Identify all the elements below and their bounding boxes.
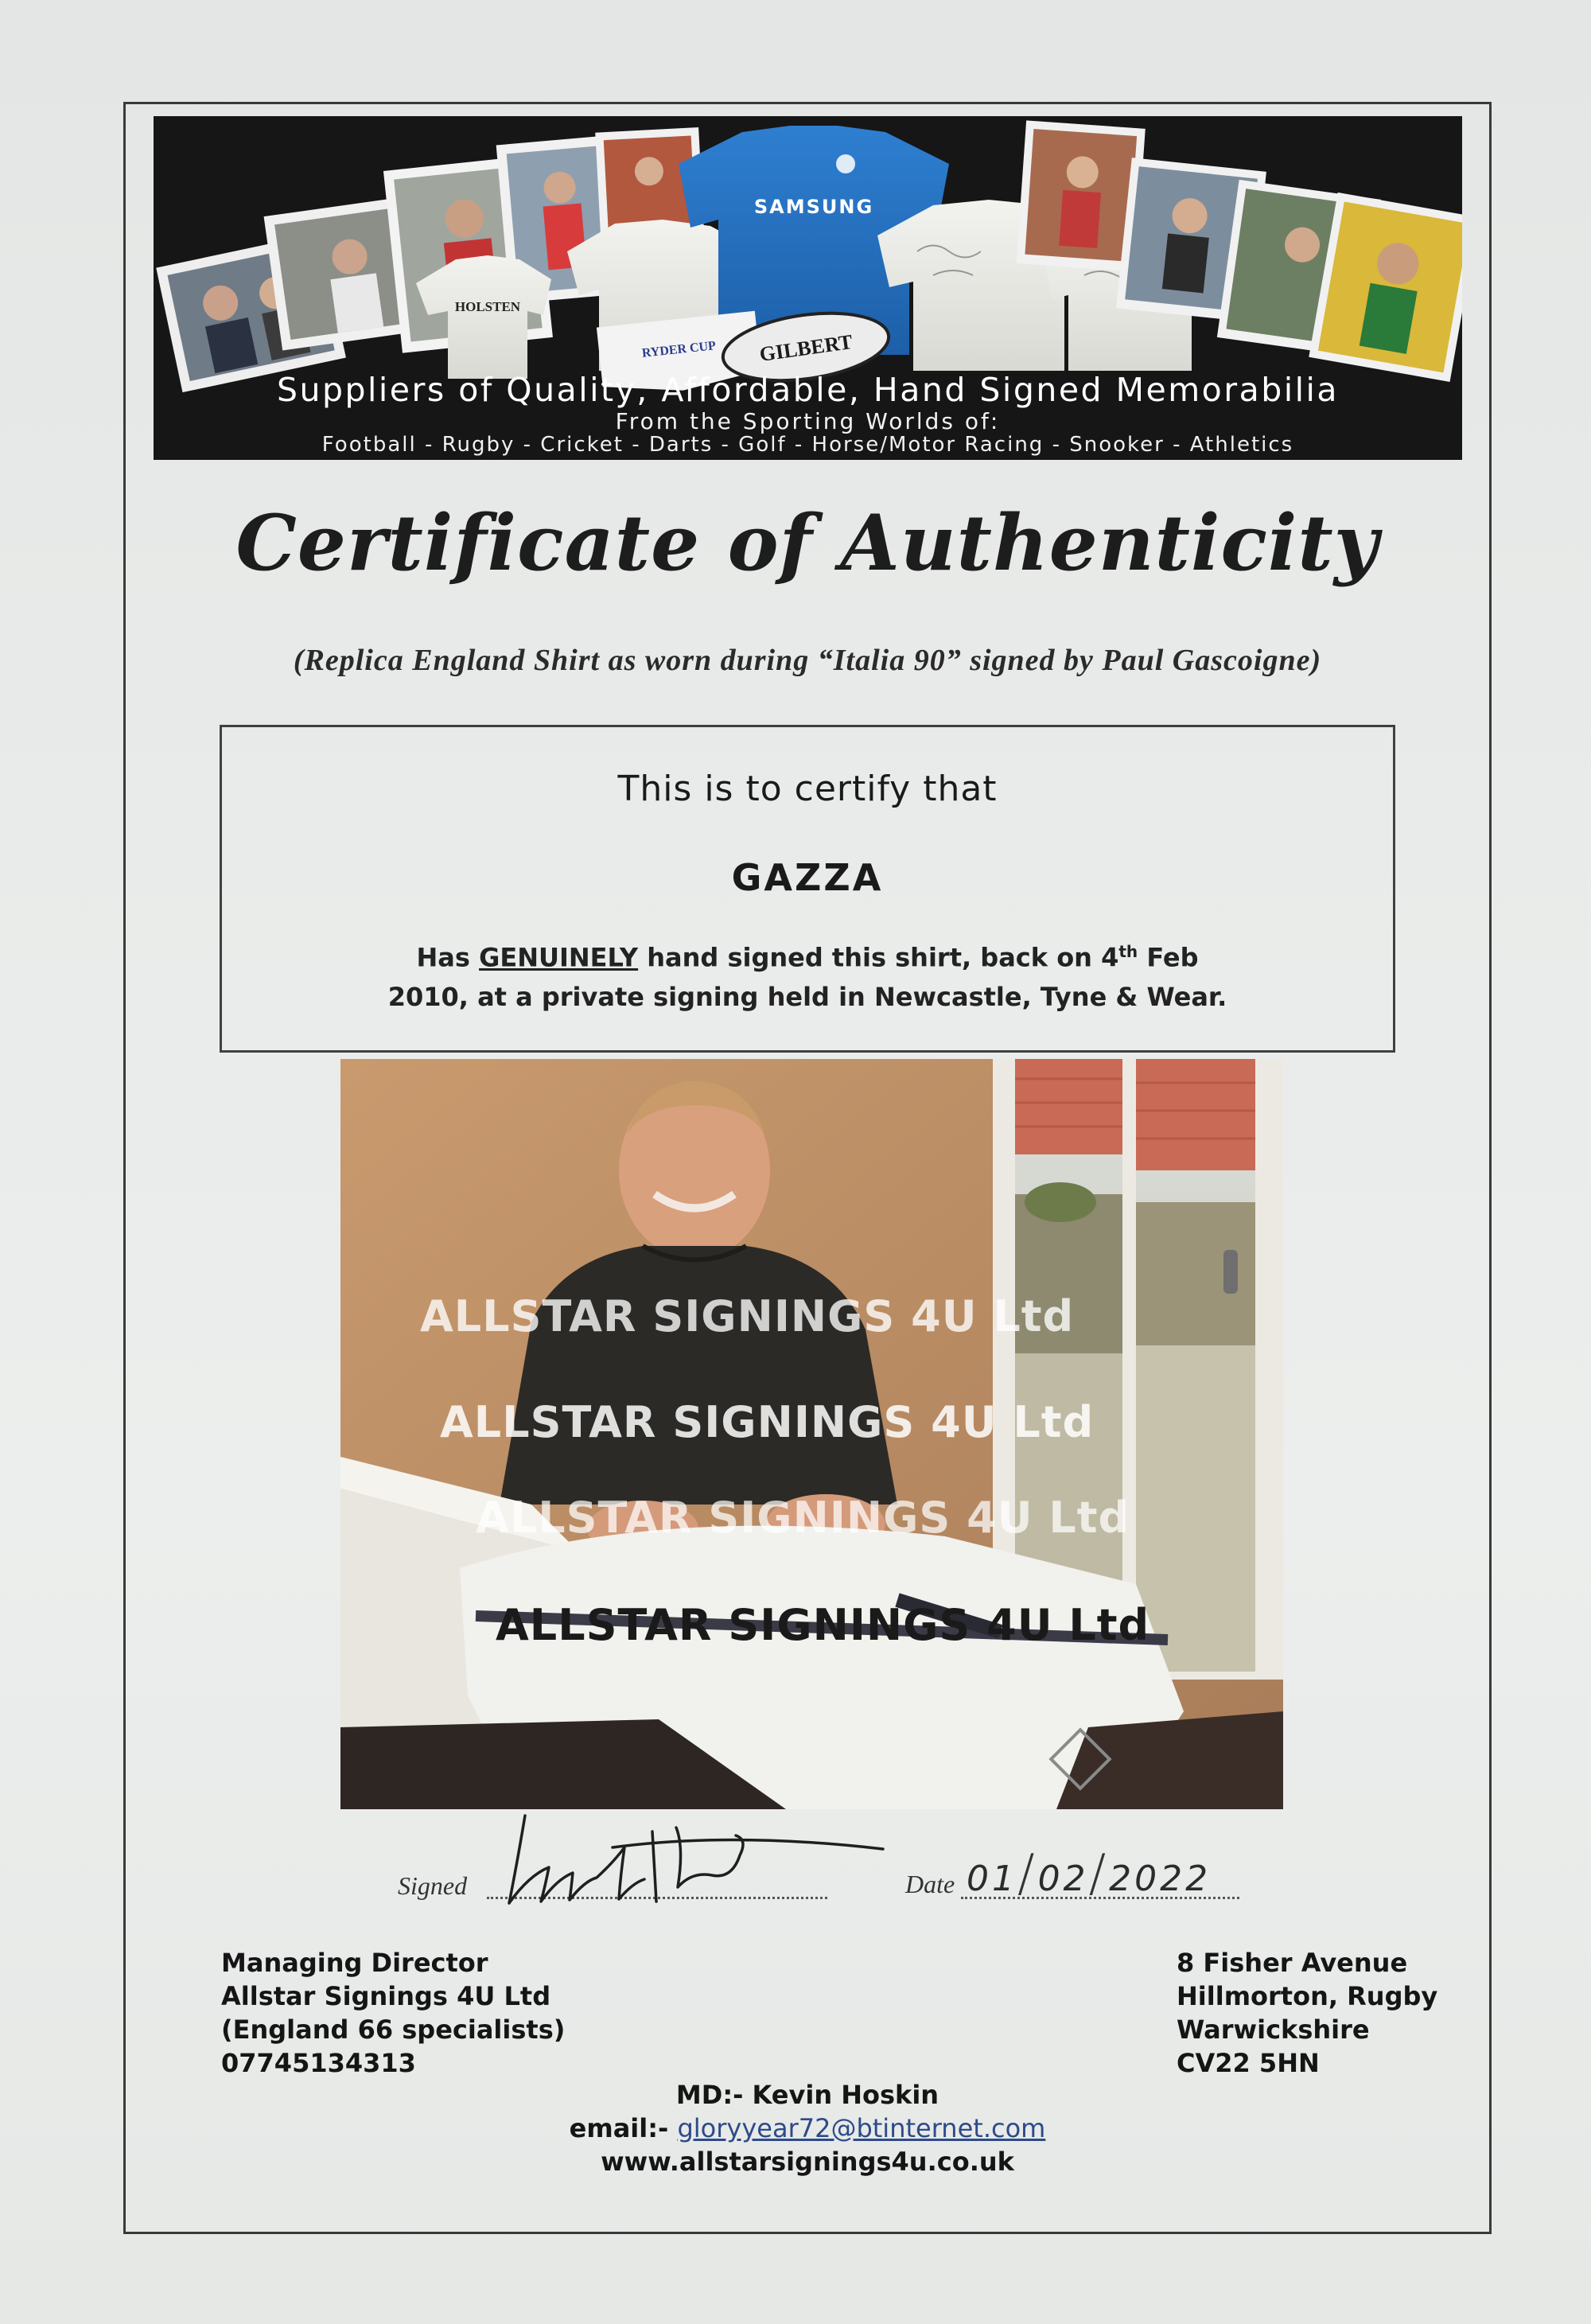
date-separator-1: / [1017,1844,1038,1903]
banner-tagline: Suppliers of Quality, Affordable, Hand Signed Memorabilia [276,371,1340,409]
company-name: Allstar Signings 4U Ltd [221,1981,551,2011]
website-link[interactable]: www.allstarsignings4u.co.uk [601,2147,1014,2177]
address-county: Warwickshire [1177,2015,1370,2045]
company-specialism: (England 66 specialists) [221,2015,566,2045]
banner-sports-list: Football - Rugby - Cricket - Darts - Golf - Horse/Motor Racing - Snooker - Athletics [321,433,1294,457]
date-day: 01 [967,1859,1017,1899]
watermark-4: ALLSTAR SIGNINGS 4U Ltd [496,1600,1150,1650]
email-line [123,2112,1492,2145]
statement-middle: hand signed this shirt, back on 4 [638,942,1119,973]
certify-line: This is to certify that [617,769,998,809]
certificate-subtitle: (Replica England Shirt as worn during “Italia 90” signed by Paul Gascoigne) [293,644,1322,677]
date-value [967,1844,1211,1903]
svg-text:SAMSUNG: SAMSUNG [753,196,874,218]
statement-line-2: 2010, at a private signing held in Newcastle, Tyne & Wear. [387,982,1227,1012]
statement-suffix: Feb [1138,942,1199,973]
banner-sub-tagline: From the Sporting Worlds of: [615,408,1001,434]
address-town: Hillmorton, Rugby [1177,1981,1438,2011]
statement-line-1 [222,942,1393,973]
date-separator-2: / [1088,1844,1110,1903]
svg-text:HOLSTEN: HOLSTEN [454,299,521,314]
address-street: 8 Fisher Avenue [1177,1948,1408,1978]
contact-center-block [123,2078,1492,2178]
contact-address-block [1177,1946,1437,2080]
director-title: Managing Director [221,1948,488,1978]
statement-prefix: Has [416,942,480,973]
watermark-1: ALLSTAR SIGNINGS 4U Ltd [420,1291,1075,1341]
watermark-2: ALLSTAR SIGNINGS 4U Ltd [440,1397,1095,1447]
signing-photo [340,1059,1283,1809]
signee-name: GAZZA [731,856,884,899]
statement-emphasis: GENUINELY [479,942,639,973]
date-year: 2022 [1109,1859,1212,1899]
date-label: Date [905,1870,955,1898]
svg-text:RYDER CUP: RYDER CUP [641,339,717,360]
watermark-3: ALLSTAR SIGNINGS 4U Ltd [476,1493,1130,1543]
date-month: 02 [1037,1859,1089,1899]
signed-label: Signed [398,1871,468,1900]
email-label: email:- [569,2113,678,2143]
statement-ordinal: th [1118,942,1138,961]
email-link[interactable]: gloryyear72@btinternet.com [677,2113,1046,2143]
certificate-title: Certificate of Authenticity [235,498,1379,588]
svg-text:GILBERT: GILBERT [757,329,854,367]
contact-left-block [221,1946,565,2080]
handwritten-signature [493,1800,891,1911]
managing-director-name: MD:- Kevin Hoskin [675,2080,939,2110]
memorabilia-banner [154,116,1462,460]
certification-box [220,725,1395,1053]
address-postcode: CV22 5HN [1177,2048,1320,2078]
phone-number: 07745134313 [221,2048,416,2078]
